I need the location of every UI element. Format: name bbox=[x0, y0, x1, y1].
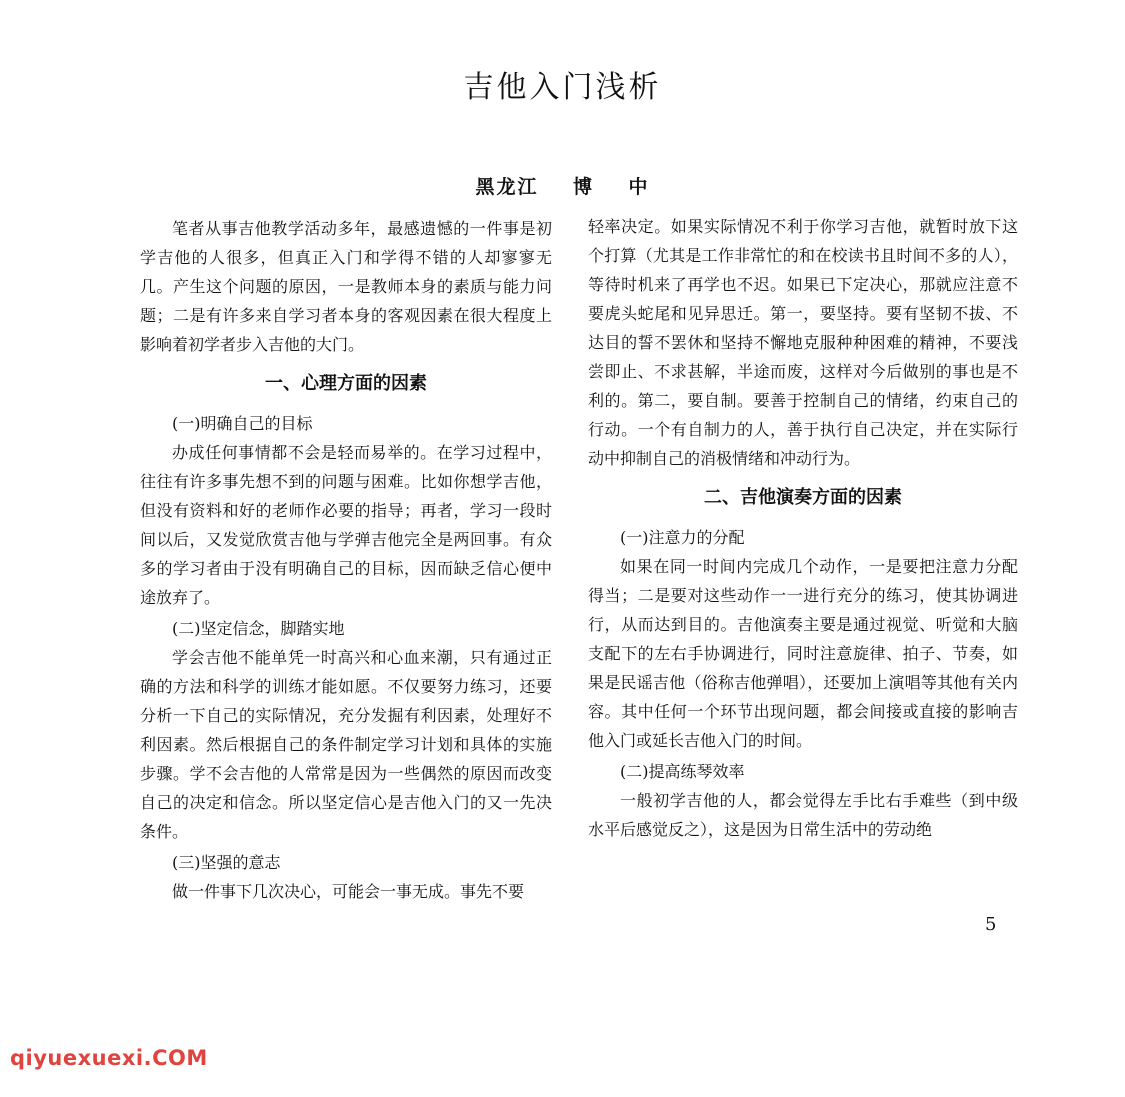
section-heading-psychology: 一、心理方面的因素 bbox=[265, 373, 427, 394]
paragraph-will-continued: 轻率决定。如果实际情况不利于你学习吉他，就暂时放下这个打算（尤其是工作非常忙的和在校读书且时间不多的人），等待时机来了再学也不迟。如果已下定决心，那就应注意不要虎头蛇尾和见异思迁。第一，要坚持。要有坚韧不拔、不达目的誓不罢休和坚持不懈地克服种种困难的精神，不要浅尝即止、不求甚解，半途而废，这样对今后做别的事也是不利的。第二，要自制。要善于控制自己的情绪，约束自己的行动。一个有自制力的人，善于执行自己决定，并在实际行动中抑制自己的消极情绪和冲动行为。 bbox=[588, 217, 1018, 468]
subheading-belief: (二)坚定信念，脚踏实地 bbox=[172, 619, 345, 638]
paragraph-belief: 学会吉他不能单凭一时高兴和心血来潮，只有通过正确的方法和科学的训练才能如愿。不仅要努力练习，还要分析一下自己的实际情况，充分发掘有利因素，处理好不利因素。然后根据自己的条件制定学习计划和具体的实施步骤。学不会吉他的人常常是因为一些偶然的原因而改变自己的决定和信念。所以坚定信心是吉他入门的又一先决条件。 bbox=[140, 648, 552, 841]
paragraph-will: 做一件事下几次决心，可能会一事无成。事先不要 bbox=[172, 882, 525, 901]
subheading-goal: (一)明确自己的目标 bbox=[172, 414, 313, 433]
paragraph-efficiency: 一般初学吉他的人，都会觉得左手比右手难些（到中级水平后感觉反之），这是因为日常生活中的劳动绝 bbox=[588, 791, 1018, 839]
right-column bbox=[588, 212, 1018, 844]
page-number: 5 bbox=[985, 914, 997, 935]
left-column bbox=[140, 214, 552, 906]
subheading-attention: (一)注意力的分配 bbox=[620, 528, 745, 547]
author-line: 黑龙江 博 中 bbox=[475, 176, 650, 198]
subheading-will: (三)坚强的意志 bbox=[172, 853, 281, 872]
site-watermark: qiyuexuexi.COM bbox=[10, 1046, 208, 1070]
section-heading-performance: 二、吉他演奏方面的因素 bbox=[704, 487, 902, 508]
paragraph-attention: 如果在同一时间内完成几个动作，一是要把注意力分配得当；二是要对这些动作一一进行充分的练习，使其协调进行，从而达到目的。吉他演奏主要是通过视觉、听觉和大脑支配下的左右手协调进行，同时注意旋律、拍子、节奏，如果是民谣吉他（俗称吉他弹唱），还要加上演唱等其他有关内容。其中任何一个环节出现问题，都会间接或直接的影响吉他入门或延长吉他入门的时间。 bbox=[588, 557, 1018, 750]
page-title: 吉他入门浅析 bbox=[463, 70, 662, 105]
subheading-efficiency: (二)提高练琴效率 bbox=[620, 762, 745, 781]
intro-paragraph: 笔者从事吉他教学活动多年，最感遗憾的一件事是初学吉他的人很多，但真正入门和学得不错的人却寥寥无几。产生这个问题的原因，一是教师本身的素质与能力问题；二是有许多来自学习者本身的客观因素在很大程度上影响着初学者步入吉他的大门。 bbox=[140, 219, 552, 354]
paragraph-goal: 办成任何事情都不会是轻而易举的。在学习过程中，往往有许多事先想不到的问题与困难。比如你想学吉他，但没有资料和好的老师作必要的指导；再者，学习一段时间以后，又发觉欣赏吉他与学弹吉他完全是两回事。有众多的学习者由于没有明确自己的目标，因而缺乏信心便中途放弃了。 bbox=[140, 443, 552, 607]
